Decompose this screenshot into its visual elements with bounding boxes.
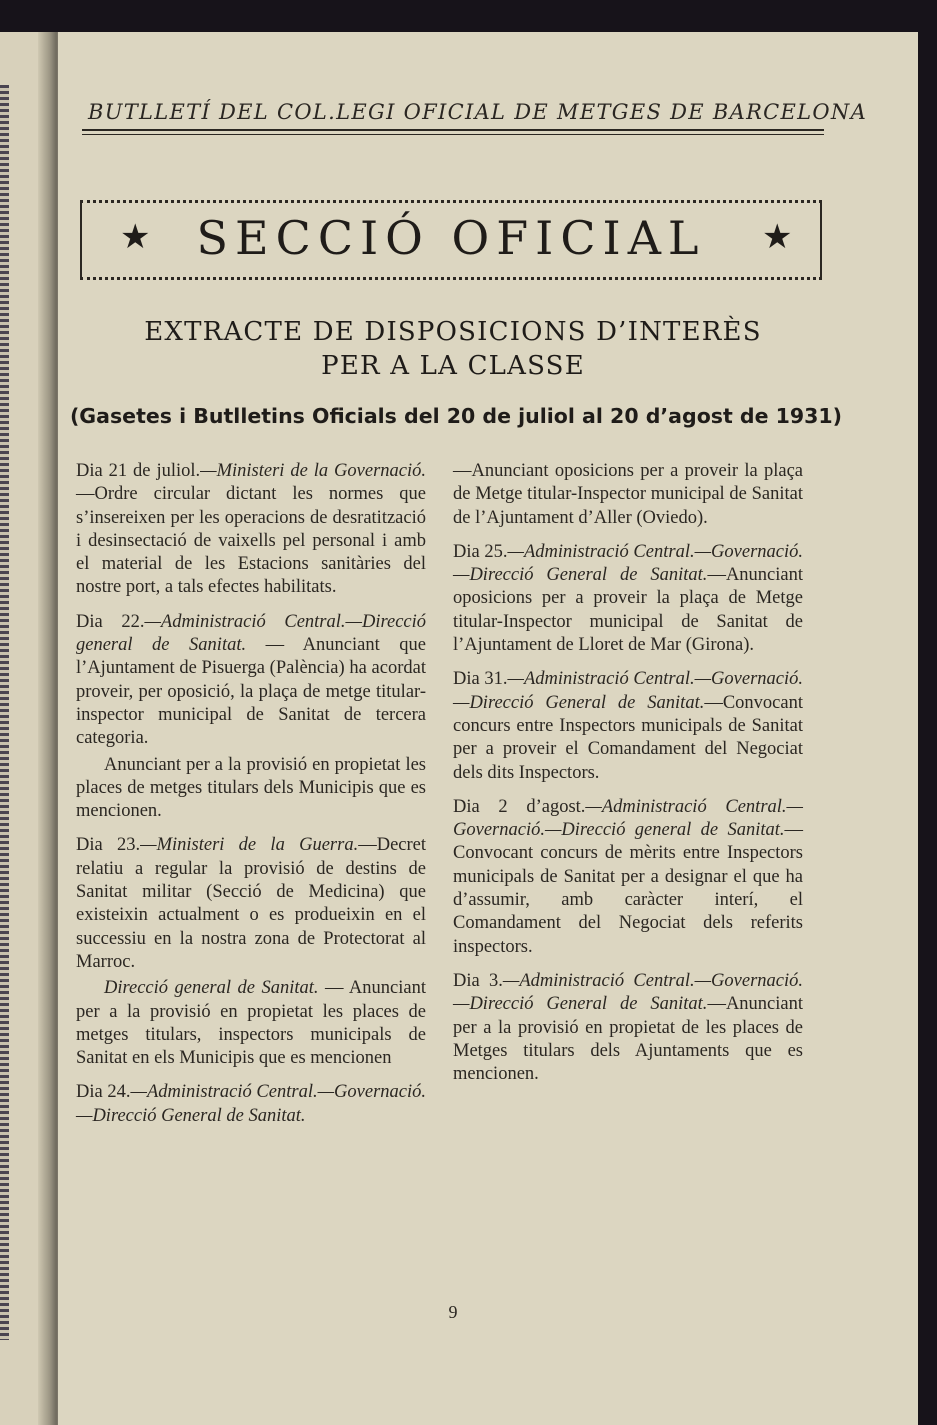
entry-text: —Anunciant per a la provisió en propietat de les places de Metges titulars dels Ajuntaments que es mencionen.	[453, 994, 803, 1085]
entry-source: —Administració Central.—Governació.—Direcció General de Sanitat.	[453, 970, 803, 1015]
entry-date: Dia 24.	[76, 1082, 131, 1103]
star-icon: ★	[762, 217, 793, 257]
article-title-line-2: PER A LA CLASSE	[321, 351, 585, 381]
entry	[76, 1081, 426, 1128]
entry-text: — Anunciant per a la provisió en propietat les places de metges titulars, inspectors municipals de Sanitat en els Municipis que es mencionen	[76, 978, 426, 1069]
header-rule	[82, 129, 824, 131]
entry-date: Dia 31.	[453, 669, 508, 690]
facing-page-edge	[0, 85, 9, 1340]
entry-continuation	[76, 977, 426, 1070]
article-subtitle: (Gasetes i Butlletins Oficials del 20 de juliol al 20 d’agost de 1931)	[69, 404, 843, 428]
entry-source: —Ministeri de la Governació.	[200, 461, 427, 481]
entry-text: —Anunciant oposicions per a proveir la plaça de Metge titular-Inspector municipal de Sanitat de l’Ajuntament d’Aller (Oviedo).	[453, 461, 803, 528]
entry-source: —Administració Central.—Governació.—Direcció General de Sanitat.	[453, 541, 803, 586]
entry-date: Dia 23.	[76, 835, 141, 856]
entry-date: Dia 22.	[76, 611, 145, 632]
section-title: SECCIÓ OFICIAL	[196, 211, 706, 265]
entry	[453, 668, 803, 784]
star-icon: ★	[120, 217, 151, 257]
entry	[76, 834, 426, 974]
entry-source: —Administració Central.—Governació.—Direcció general de Sanitat.	[453, 796, 803, 841]
entry-text: —Decret relatiu a regular la provisió de destins de Sanitat militar (Secció de Medicina) que existeixin actualment o es produeixin en el successiu en la nostra zona de Protectorat al Marroc.	[76, 835, 426, 972]
entry	[76, 611, 426, 751]
entry-source: Direcció general de Sanitat.	[104, 978, 319, 999]
entry-text: — Anunciant que l’Ajuntament de Pisuerga (Palència) ha acordat proveir, per oposició, la plaça de metge titular-inspector municipal de Sanitat de tercera categoria.	[76, 635, 426, 749]
left-column	[76, 460, 426, 1139]
page-number: 9	[448, 1302, 458, 1322]
entry-source: —Administració Central.—Direcció general de Sanitat.	[76, 611, 427, 656]
article-title	[58, 315, 848, 383]
entry-source: —Ministeri de la Guerra.	[140, 835, 359, 856]
entry-text: —Anunciant oposicions per a proveir la plaça de Metge titular-Inspector municipal de Sanitat de l’Ajuntament de Lloret de Mar (Girona).	[453, 565, 803, 656]
entry-text: —Ordre circular dictant les normes que s’insereixen per les operacions de desratització i desinsectació de vaixells pel personal i amb el material de les Estacions sanitàries del nostre port, a tals efectes habilitats.	[76, 484, 426, 598]
entry	[453, 796, 803, 959]
entry-date: Dia 25.	[453, 541, 508, 562]
entry	[453, 541, 803, 657]
entry-date: Dia 3.	[453, 970, 503, 991]
running-header: BUTLLETÍ DEL COL.LEGI OFICIAL DE METGES DE BARCELONA	[88, 100, 868, 124]
section-title-box	[80, 200, 822, 280]
entry-continuation	[76, 754, 426, 824]
article-title-line-1: EXTRACTE DE DISPOSICIONS D’INTERÈS	[144, 317, 762, 347]
entry-text: —Convocant concurs entre Inspectors municipals de Sanitat per a proveir el Comandament del Negociat dels dits Inspectors.	[453, 692, 803, 783]
header-rule-thin	[82, 134, 824, 135]
entry-text: —Convocant concurs de mèrits entre Inspectors municipals de Sanitat per a designar el que ha d’assumir, amb caràcter interí, el Comandament del Negociat dels referits inspectors.	[453, 820, 803, 957]
right-column	[453, 460, 803, 1097]
entry	[453, 970, 803, 1086]
entry-source: —Administració Central.—Governació.—Direcció General de Sanitat.	[76, 1082, 426, 1126]
entry-text: Anunciant per a la provisió en propietat les places de metges titulars dels Municipis que es mencionen.	[76, 754, 426, 822]
entry	[453, 460, 803, 530]
entry-date: Dia 21 de juliol.	[76, 461, 201, 481]
document-page	[58, 32, 918, 1425]
background-edge	[918, 32, 937, 1425]
entry-date: Dia 2 d’agost.	[453, 796, 586, 817]
entry-source: —Administració Central.—Governació.—Direcció General de Sanitat.	[453, 669, 803, 713]
entry	[76, 460, 426, 600]
